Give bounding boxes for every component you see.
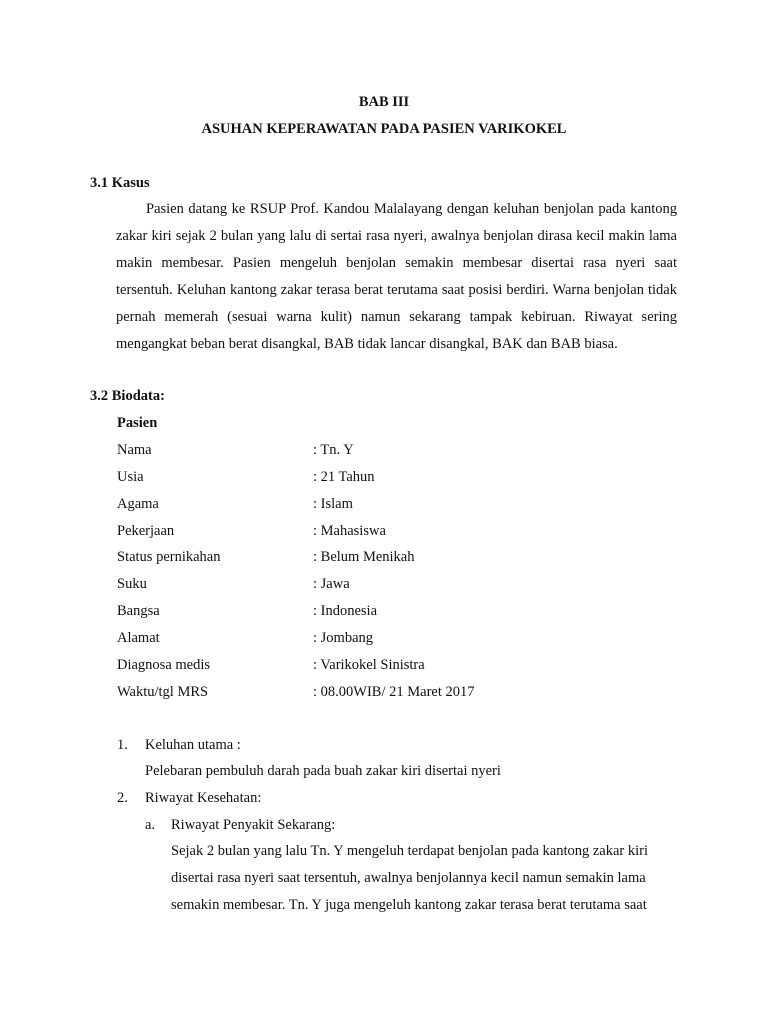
keluhan-utama-heading: Keluhan utama : bbox=[145, 737, 241, 753]
pasien-subheading: Pasien bbox=[117, 415, 158, 431]
section-heading-biodata: 3.2 Biodata: bbox=[90, 388, 165, 404]
biodata-label: Agama bbox=[117, 495, 159, 512]
list-number-2: 2. bbox=[117, 790, 128, 806]
biodata-label: Usia bbox=[117, 468, 144, 485]
chapter-label: BAB III bbox=[358, 94, 410, 110]
biodata-value: : Tn. Y bbox=[313, 442, 354, 458]
biodata-value: : 08.00WIB/ 21 Maret 2017 bbox=[313, 683, 475, 700]
biodata-label: Status pernikahan bbox=[117, 549, 221, 566]
section-heading-kasus: 3.1 Kasus bbox=[90, 175, 150, 191]
biodata-label: Pekerjaan bbox=[117, 522, 175, 539]
biodata-value: : Jombang bbox=[313, 629, 374, 646]
riwayat-penyakit-sekarang-heading: Riwayat Penyakit Sekarang: bbox=[171, 817, 336, 833]
biodata-value: : Varikokel Sinistra bbox=[313, 656, 425, 673]
list-number-1: 1. bbox=[117, 737, 128, 753]
biodata-value: : Belum Menikah bbox=[313, 549, 415, 566]
sub-letter-a: a. bbox=[145, 817, 156, 833]
biodata-label: Nama bbox=[117, 442, 152, 458]
biodata-label: Suku bbox=[117, 576, 147, 593]
riwayat-line-2: disertai rasa nyeri saat tersentuh, awalnya benjolannya kecil namun semakin lama bbox=[171, 870, 646, 886]
keluhan-utama-text: Pelebaran pembuluh darah pada buah zakar kiri disertai nyeri bbox=[145, 763, 501, 779]
biodata-label: Diagnosa medis bbox=[117, 656, 211, 673]
chapter-title: ASUHAN KEPERAWATAN PADA PASIEN VARIKOKEL bbox=[201, 121, 567, 137]
biodata-value: : Islam bbox=[313, 495, 353, 512]
biodata-value: : Mahasiswa bbox=[313, 522, 386, 539]
riwayat-line-3: semakin membesar. Tn. Y juga mengeluh kantong zakar terasa berat terutama saat bbox=[171, 897, 647, 913]
biodata-value: : 21 Tahun bbox=[313, 468, 375, 485]
riwayat-kesehatan-heading: Riwayat Kesehatan: bbox=[145, 790, 262, 806]
biodata-value: : Indonesia bbox=[313, 603, 378, 620]
riwayat-line-1: Sejak 2 bulan yang lalu Tn. Y mengeluh terdapat benjolan pada kantong zakar kiri bbox=[171, 843, 649, 859]
biodata-label: Alamat bbox=[117, 629, 160, 646]
kasus-text: Pasien datang ke RSUP Prof. Kandou Malalayang dengan keluhan benjolan pada kantong zakar kiri sejak 2 bulan yang lalu di sertai rasa nyeri, awalnya benjolan dirasa kecil makin lama makin membesar. Pasien mengeluh benjolan semakin membesar disertai rasa nyeri saat tersentuh. Keluhan kantong zakar terasa berat terutama saat posisi berdiri. Warna benjolan tidak pernah memerah (sesuai warna kulit) namun sekarang tampak kebiruan. Riwayat sering mengangkat beban berat disangkal, BAB tidak lancar disangkal, BAK dan BAB biasa. bbox=[116, 201, 677, 352]
kasus-paragraph bbox=[116, 196, 677, 357]
biodata-value: : Jawa bbox=[313, 576, 350, 593]
biodata-label: Bangsa bbox=[117, 603, 160, 620]
biodata-label: Waktu/tgl MRS bbox=[117, 683, 209, 700]
